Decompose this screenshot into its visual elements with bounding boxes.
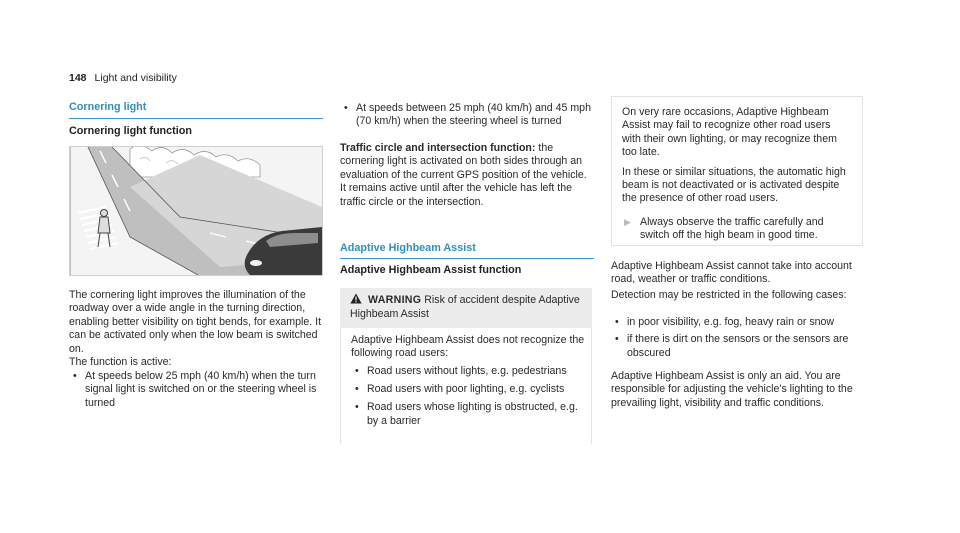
cornering-conditions-list-cont: [340, 102, 594, 129]
list-item: • if there is dirt on the sensors or the sensors are obscured: [611, 333, 865, 360]
cornering-light-illustration: [69, 146, 323, 276]
warning-triangle-icon: [350, 293, 362, 308]
page-header: [69, 72, 177, 85]
traffic-circle-label: Traffic circle and intersection function:: [340, 142, 536, 154]
warning-items-list: [351, 365, 585, 429]
note-action: [622, 216, 852, 243]
cannot-take-text: Adaptive Highbeam Assist cannot take into account road, weather or traffic conditions.: [611, 260, 852, 286]
restricted-list: [611, 316, 865, 360]
note-paragraph-1: On very rare occasions, Adaptive Highbeam Assist may fail to recognize other road users with their own lighting, or may recognize them too late.: [622, 106, 837, 159]
warning-headline: Risk of accident despite Adaptive Highbeam Assist: [350, 294, 580, 321]
list-item: • Road users whose lighting is obstructed, e.g. by a barrier: [351, 401, 585, 428]
page-number: 148: [69, 72, 87, 84]
list-item: • Road users without lights, e.g. pedestrians: [351, 365, 585, 378]
warning-box: [340, 288, 592, 454]
traffic-circle-text: the cornering light is activated on both sides through an evaluation of the current GPS position of the vehicle. It remains active until after the vehicle has left the traffic circle or the intersection.: [340, 142, 587, 208]
highbeam-section-title: Adaptive Highbeam Assist: [340, 242, 476, 254]
cornering-intro-text: The cornering light improves the illumination of the roadway over a wide angle in the turning direction, enabling better visibility on tight bends, for example. It can be activated only when the low beam is switched on.: [69, 289, 322, 355]
cornering-function-title: Cornering light function: [69, 125, 192, 137]
restricted-intro: Detection may be restricted in the following cases:: [611, 289, 847, 301]
cornering-active-intro: The function is active:: [69, 356, 172, 368]
warning-label: WARNING: [368, 294, 422, 306]
cornering-section-title: Cornering light: [69, 101, 147, 113]
list-item: • At speeds between 25 mph (40 km/h) and 45 mph (70 km/h) when the steering wheel is turned: [340, 102, 594, 129]
warning-intro: Adaptive Highbeam Assist does not recognize the following road users:: [351, 333, 585, 360]
note-paragraph-2: In these or similar situations, the automatic high beam is not deactivated or is activated despite the presence of other road users.: [622, 165, 846, 205]
warning-body: [340, 328, 592, 444]
traffic-circle-paragraph: [340, 142, 594, 209]
list-item: • Road users with poor lighting, e.g. cyclists: [351, 383, 585, 396]
warning-header: [340, 288, 592, 328]
highbeam-function-title: Adaptive Highbeam Assist function: [340, 264, 522, 276]
page-header-title: Light and visibility: [94, 72, 177, 84]
note-action-text: Always observe the traffic carefully and switch off the high beam in good time.: [640, 215, 824, 242]
road-scene-graphic: [70, 147, 322, 275]
note-box: [611, 96, 863, 246]
list-item: • At speeds below 25 mph (40 km/h) when the turn signal light is switched on or the steering wheel is turned: [69, 370, 323, 410]
aid-text: Adaptive Highbeam Assist is only an aid. You are responsible for adjusting the vehicle's lighting to the prevailing light, visibility and traffic conditions.: [611, 370, 853, 409]
list-item: • in poor visibility, e.g. fog, heavy rain or snow: [611, 316, 865, 329]
highbeam-section-rule: [340, 258, 594, 259]
cornering-section-rule: [69, 118, 323, 119]
cornering-conditions-list: [69, 370, 323, 410]
arrow-right-icon: ▶: [624, 216, 631, 227]
